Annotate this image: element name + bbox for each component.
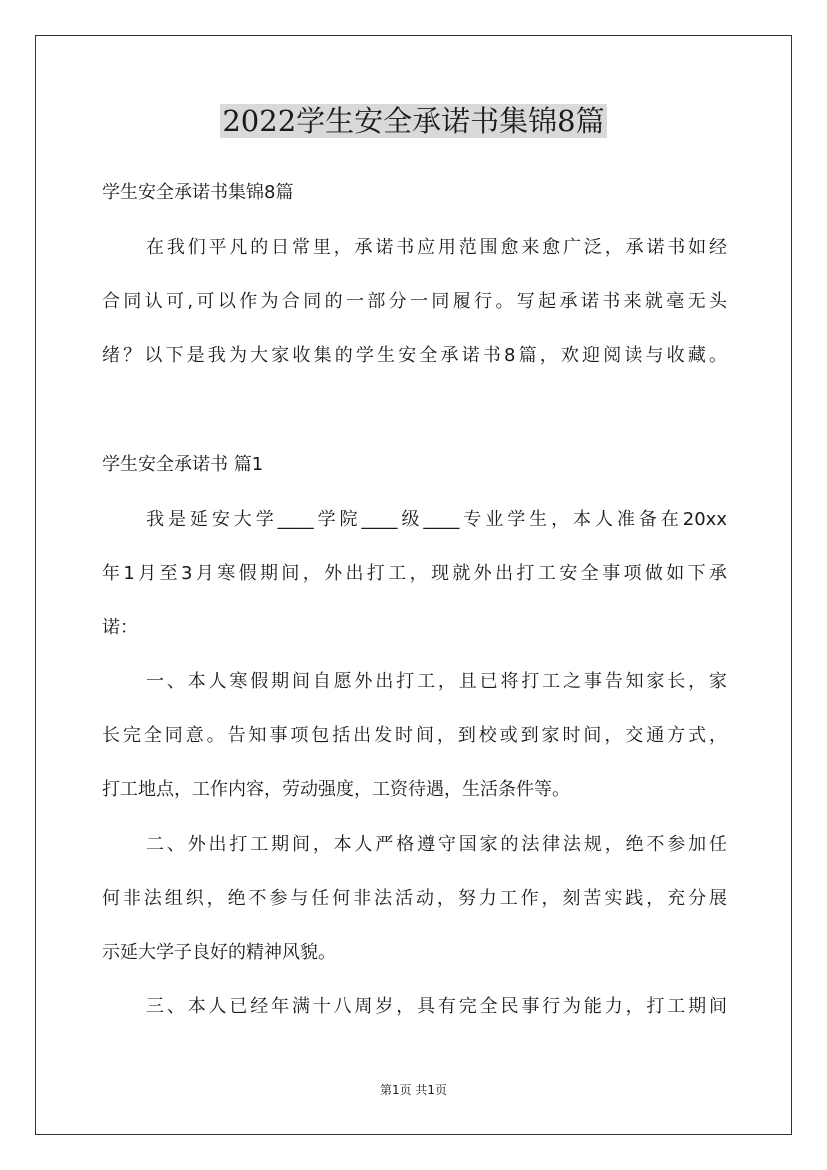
- subtitle-line: 学生安全承诺书集锦8篇: [102, 182, 294, 203]
- paragraph-line: 长完全同意。告知事项包括出发时间，到校或到家时间，交通方式，: [102, 725, 727, 746]
- section-heading: 学生安全承诺书 篇1: [102, 454, 264, 475]
- paragraph-line: 三、本人已经年满十八周岁，具有完全民事行为能力，打工期间: [146, 996, 727, 1017]
- paragraph-line: 我是延安大学____学院____级____专业学生，本人准备在20xx: [146, 509, 727, 530]
- paragraph-line: 一、本人寒假期间自愿外出打工，且已将打工之事告知家长，家: [146, 671, 727, 692]
- paragraph-line: 诺：: [102, 617, 138, 638]
- paragraph-line: 二、外出打工期间，本人严格遵守国家的法律法规，绝不参加任: [146, 834, 727, 855]
- paragraph-line: 年1月至3月寒假期间，外出打工，现就外出打工安全事项做如下承: [102, 563, 727, 584]
- paragraph-line: 示延大学子良好的精神风貌。: [102, 942, 336, 963]
- document-title: [0, 101, 827, 141]
- page-footer: 第1页 共1页: [379, 1083, 448, 1097]
- paragraph-line: 打工地点，工作内容，劳动强度，工资待遇，生活条件等。: [102, 779, 570, 800]
- paragraph-line: 绪？以下是我为大家收集的学生安全承诺书8篇，欢迎阅读与收藏。: [102, 345, 727, 366]
- paragraph-line: 在我们平凡的日常里，承诺书应用范围愈来愈广泛，承诺书如经: [146, 237, 727, 258]
- paragraph-line: 合同认可,可以作为合同的一部分一同履行。写起承诺书来就毫无头: [102, 291, 727, 312]
- paragraph-line: 何非法组织，绝不参与任何非法活动，努力工作，刻苦实践，充分展: [102, 888, 727, 909]
- document-title-text: 2022学生安全承诺书集锦8篇: [222, 104, 605, 138]
